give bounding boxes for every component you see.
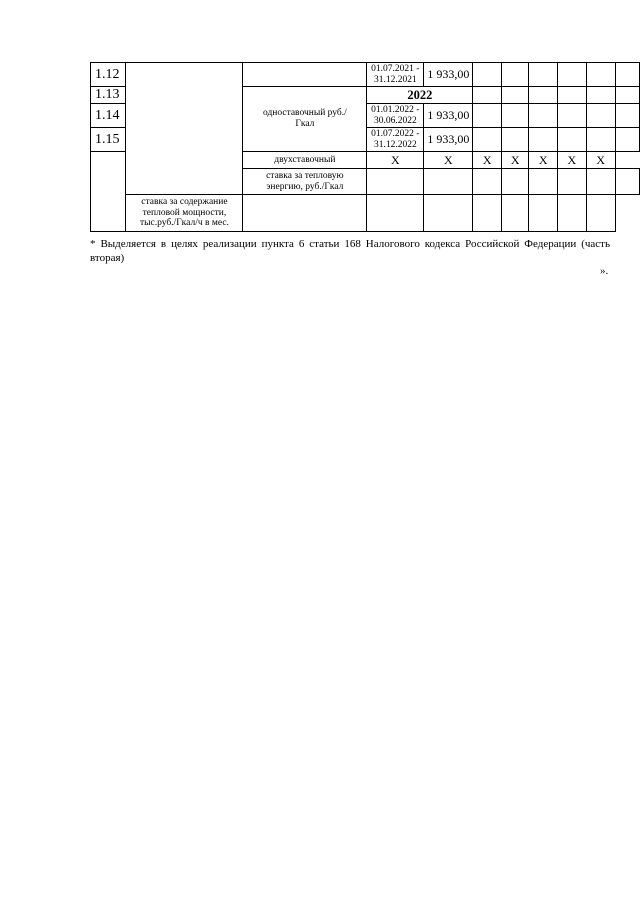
empty-cell <box>243 195 367 232</box>
empty-cell <box>557 128 586 152</box>
empty-cell <box>586 128 615 152</box>
row-number: 1.13 <box>91 87 126 104</box>
x-mark-cell: X <box>367 152 424 169</box>
empty-cell <box>473 169 502 195</box>
empty-cell <box>586 63 615 87</box>
empty-cell <box>615 128 639 152</box>
empty-cell <box>424 195 473 232</box>
empty-cell <box>529 63 558 87</box>
empty-cell <box>615 104 639 128</box>
empty-cell <box>473 87 502 104</box>
empty-cell <box>615 63 639 87</box>
table-row-heat-capacity <box>91 195 640 232</box>
empty-cell <box>91 152 126 232</box>
empty-cell <box>529 195 558 232</box>
tariff-table <box>90 62 640 232</box>
heat-capacity-label-text: ставка за содержание тепловой мощности, тыс.руб./Гкал/ч в мес. <box>139 197 229 229</box>
closing-quote: ». <box>600 265 609 277</box>
x-mark-cell: X <box>557 152 586 169</box>
empty-cell <box>615 87 639 104</box>
heat-capacity-label <box>126 195 243 232</box>
period-cell: 01.07.2022 - 31.12.2022 <box>367 128 424 152</box>
period-cell: 01.07.2021 - 31.12.2021 <box>367 63 424 87</box>
empty-cell <box>586 169 615 195</box>
x-mark-cell: X <box>586 152 615 169</box>
empty-cell <box>529 169 558 195</box>
empty-cell <box>586 104 615 128</box>
empty-cell <box>501 104 528 128</box>
heat-energy-label <box>243 169 367 195</box>
x-mark-cell: X <box>424 152 473 169</box>
empty-cell <box>473 195 502 232</box>
x-mark-cell: X <box>501 152 528 169</box>
empty-cell <box>473 63 502 87</box>
empty-cell <box>501 87 528 104</box>
empty-cell <box>473 104 502 128</box>
empty-cell <box>243 63 367 87</box>
empty-cell <box>501 128 528 152</box>
period-cell: 01.01.2022 - 30.06.2022 <box>367 104 424 128</box>
row-number: 1.15 <box>91 128 126 152</box>
empty-cell <box>529 128 558 152</box>
single-rate-label <box>243 87 367 152</box>
empty-cell <box>586 87 615 104</box>
table-row-1-12 <box>91 63 640 87</box>
year-cell: 2022 <box>367 87 473 104</box>
single-rate-label-text: одноставочный руб./Гкал <box>262 108 347 129</box>
empty-cell <box>529 87 558 104</box>
value-cell: 1 933,00 <box>424 104 473 128</box>
empty-cell <box>367 169 424 195</box>
empty-cell <box>501 63 528 87</box>
row-number: 1.14 <box>91 104 126 128</box>
empty-cell <box>615 169 639 195</box>
value-cell: 1 933,00 <box>424 128 473 152</box>
two-rate-label: двухставочный <box>243 152 367 169</box>
empty-cell <box>557 169 586 195</box>
row-number: 1.12 <box>91 63 126 87</box>
empty-cell <box>557 63 586 87</box>
heat-energy-label-text: ставка за тепловую энергию, руб./Гкал <box>266 171 344 192</box>
empty-cell <box>529 104 558 128</box>
x-mark-cell: X <box>473 152 502 169</box>
empty-cell <box>557 104 586 128</box>
x-mark-cell: X <box>529 152 558 169</box>
merged-empty-cell <box>126 63 243 195</box>
empty-cell <box>586 195 615 232</box>
footnote: * Выделяется в целях реализации пункта 6 статьи 168 Налогового кодекса Российской Федерации (часть вторая) <box>90 238 610 264</box>
empty-cell <box>557 195 586 232</box>
empty-cell <box>501 195 528 232</box>
value-cell: 1 933,00 <box>424 63 473 87</box>
empty-cell <box>424 169 473 195</box>
empty-cell <box>501 169 528 195</box>
empty-cell <box>473 128 502 152</box>
empty-cell <box>557 87 586 104</box>
empty-cell <box>367 195 424 232</box>
